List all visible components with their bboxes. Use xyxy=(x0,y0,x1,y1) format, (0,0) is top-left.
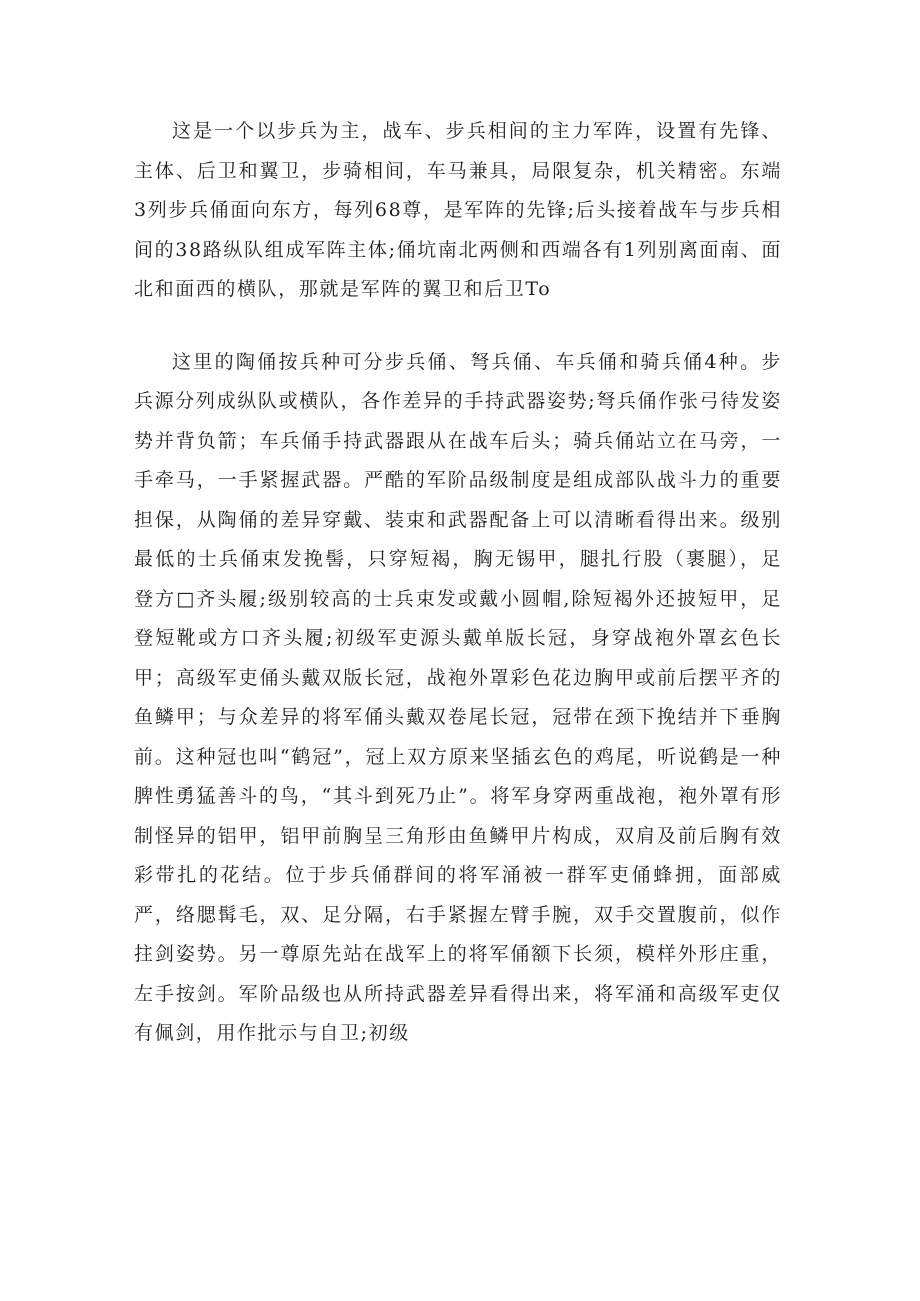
paragraph-2: 这里的陶俑按兵种可分步兵俑、弩兵俑、车兵俑和骑兵俑4种。步兵源分列成纵队或横队，各作差异的手持武器姿势;弩兵俑作张弓待发姿势并背负箭；车兵俑手持武器跟从在战车后头；骑兵俑站立在马旁，一手牵马，一手紧握武器。严酷的军阶品级制度是组成部队战斗力的重要担保，从陶俑的差异穿戴、装束和武器配备上可以清晰看得出来。级别最低的士兵俑束发挽髻，只穿短褐，胸无锡甲，腿扎行股（裹腿），足登方□齐头履;级别较高的士兵束发或戴小圆帽,除短褐外还披短甲，足登短靴或方口齐头履;初级军吏源头戴单版长冠，身穿战袍外罩玄色长甲；高级军吏俑头戴双版长冠，战袍外罩彩色花边胸甲或前后摆平齐的鱼鳞甲；与众差异的将军俑头戴双卷尾长冠，冠带在颈下挽结并下垂胸前。这种冠也叫“鹤冠”，冠上双方原来坚插玄色的鸡尾，听说鹤是一种脾性勇猛善斗的鸟，“其斗到死乃止”。将军身穿两重战袍，袍外罩有形制怪异的铝甲，铝甲前胸呈三角形由鱼鳞甲片构成，双肩及前后胸有效彩带扎的花结。位于步兵俑群间的将军涌被一群军吏俑蜂拥，面部威严，络腮髯毛，双、足分隔，右手紧握左臂手腕，双手交置腹前，似作拄剑姿势。另一尊原先站在战军上的将军俑额下长须，模样外形庄重，左手按剑。军阶品级也从所持武器差异看得出来，将军涌和高级军吏仅有佩剑，用作批示与自卫;初级 xyxy=(134,350,782,1044)
paragraph-1: 这是一个以步兵为主，战车、步兵相间的主力军阵，设置有先锋、主体、后卫和翼卫，步骑相间，车马兼具，局限复杂，机关精密。东端3列步兵俑面向东方，每列68尊，是军阵的先锋;后头接着战车与步兵相间的38路纵队组成军阵主体;俑坑南北两侧和西端各有1列别离面南、面北和面西的横队，那就是军阵的翼卫和后卫To xyxy=(134,120,782,300)
